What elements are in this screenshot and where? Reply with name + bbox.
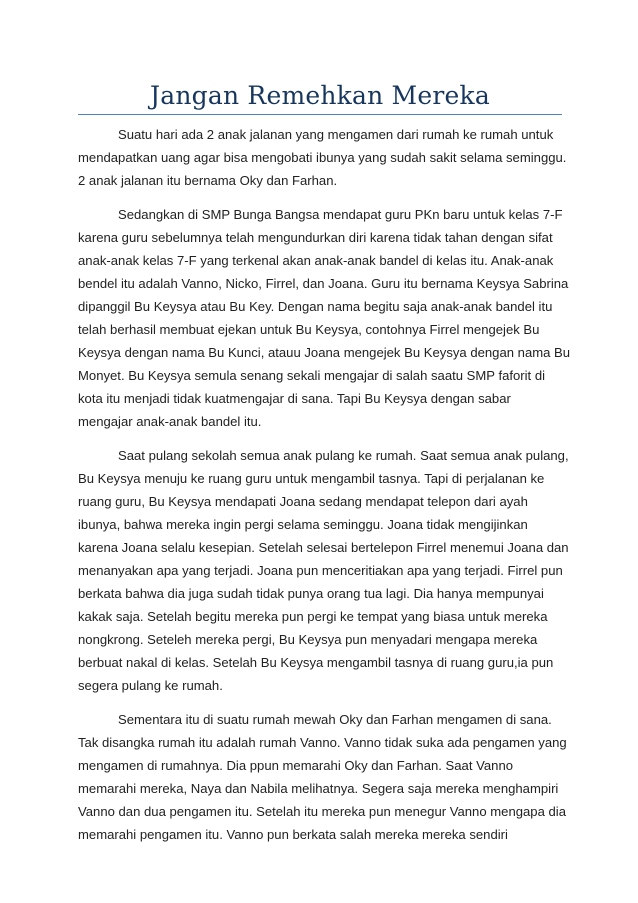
text-line: ruang guru, Bu Keysya mendapati Joana sedang mendapat telepon dari ayah (78, 494, 528, 509)
text-line: Suatu hari ada 2 anak jalanan yang mengamen dari rumah ke rumah untuk (118, 127, 554, 142)
text-line: kakak saja. Setelah begitu mereka pun pergi ke tempat yang biasa untuk mereka (78, 609, 548, 624)
text-line: karena Joana selalu kesepian. Setelah selesai bertelepon Firrel menemui Joana dan (78, 540, 569, 555)
text-line: Sedangkan di SMP Bunga Bangsa mendapat guru PKn baru untuk kelas 7-F (118, 207, 563, 222)
text-line: mengajar anak-anak bandel itu. (78, 414, 262, 429)
text-line: memarahi mereka, Naya dan Nabila melihatnya. Segera saja mereka menghampiri (78, 781, 559, 796)
text-line: berkata bahwa dia juga sudah tidak punya orang tua lagi. Dia hanya mempunyai (78, 586, 544, 601)
text-line: Saat pulang sekolah semua anak pulang ke rumah. Saat semua anak pulang, (118, 448, 569, 463)
text-line: mendapatkan uang agar bisa mengobati ibunya yang sudah sakit selama seminggu. (78, 150, 567, 165)
paragraph (78, 444, 569, 697)
text-line: Tak disangka rumah itu adalah rumah Vanno. Vanno tidak suka ada pengamen yang (78, 735, 567, 750)
text-line: nongkrong. Seteleh mereka pergi, Bu Keysya pun menyadari mengapa mereka (78, 632, 538, 647)
text-line: dipanggil Bu Keysya atau Bu Key. Dengan nama begitu saja anak-anak bandel itu (78, 299, 553, 314)
text-line: kota itu menjadi tidak kuatmengajar di sana. Tapi Bu Keysya dengan sabar (78, 391, 511, 406)
text-line: menanyakan apa yang terjadi. Joana pun menceritiakan apa yang terjadi. Firrel pun (78, 563, 563, 578)
text-line: ibunya, bahwa mereka ingin pergi selama seminggu. Joana tidak mengijinkan (78, 517, 528, 532)
text-line: telah berhasil membuat ejekan untuk Bu Keysya, contohnya Firrel mengejek Bu (78, 322, 540, 337)
text-line: Sementara itu di suatu rumah mewah Oky dan Farhan mengamen di sana. (118, 712, 552, 727)
title-underline (78, 114, 562, 115)
text-line: memarahi pengamen itu. Vanno pun berkata salah mereka mereka sendiri (78, 827, 508, 842)
paragraph (78, 123, 567, 192)
text-line: mengamen di rumahnya. Dia ppun memarahi Oky dan Farhan. Saat Vanno (78, 758, 514, 773)
text-line: Keysya dengan nama Bu Kunci, atauu Joana mengejek Bu Keysya dengan nama Bu (78, 345, 571, 360)
text-line: Monyet. Bu Keysya semula senang sekali mengajar di salah saatu SMP faforit di (78, 368, 546, 383)
text-line: karena guru sebelumnya telah mengundurkan diri karena tidak tahan dengan sifat (78, 230, 553, 245)
text-line: Bu Keysya menuju ke ruang guru untuk mengambil tasnya. Tapi di perjalanan ke (78, 471, 545, 486)
text-line: berbuat nakal di kelas. Setelah Bu Keysya mengambil tasnya di ruang guru,ia pun (78, 655, 554, 670)
document-body (78, 123, 571, 857)
text-line: anak-anak kelas 7-F yang terkenal akan anak-anak bandel di kelas itu. Anak-anak (78, 253, 554, 268)
document-title: Jangan Remehkan Mereka (150, 81, 490, 110)
text-line: segera pulang ke rumah. (78, 678, 223, 693)
paragraph (78, 203, 571, 433)
text-line: 2 anak jalanan itu bernama Oky dan Farhan. (78, 173, 338, 188)
text-line: bendel itu adalah Vanno, Nicko, Firrel, dan Joana. Guru itu bernama Keysya Sabrina (78, 276, 569, 291)
text-line: Vanno dan dua pengamen itu. Setelah itu mereka pun menegur Vanno mengapa dia (78, 804, 566, 819)
paragraph (78, 708, 567, 846)
